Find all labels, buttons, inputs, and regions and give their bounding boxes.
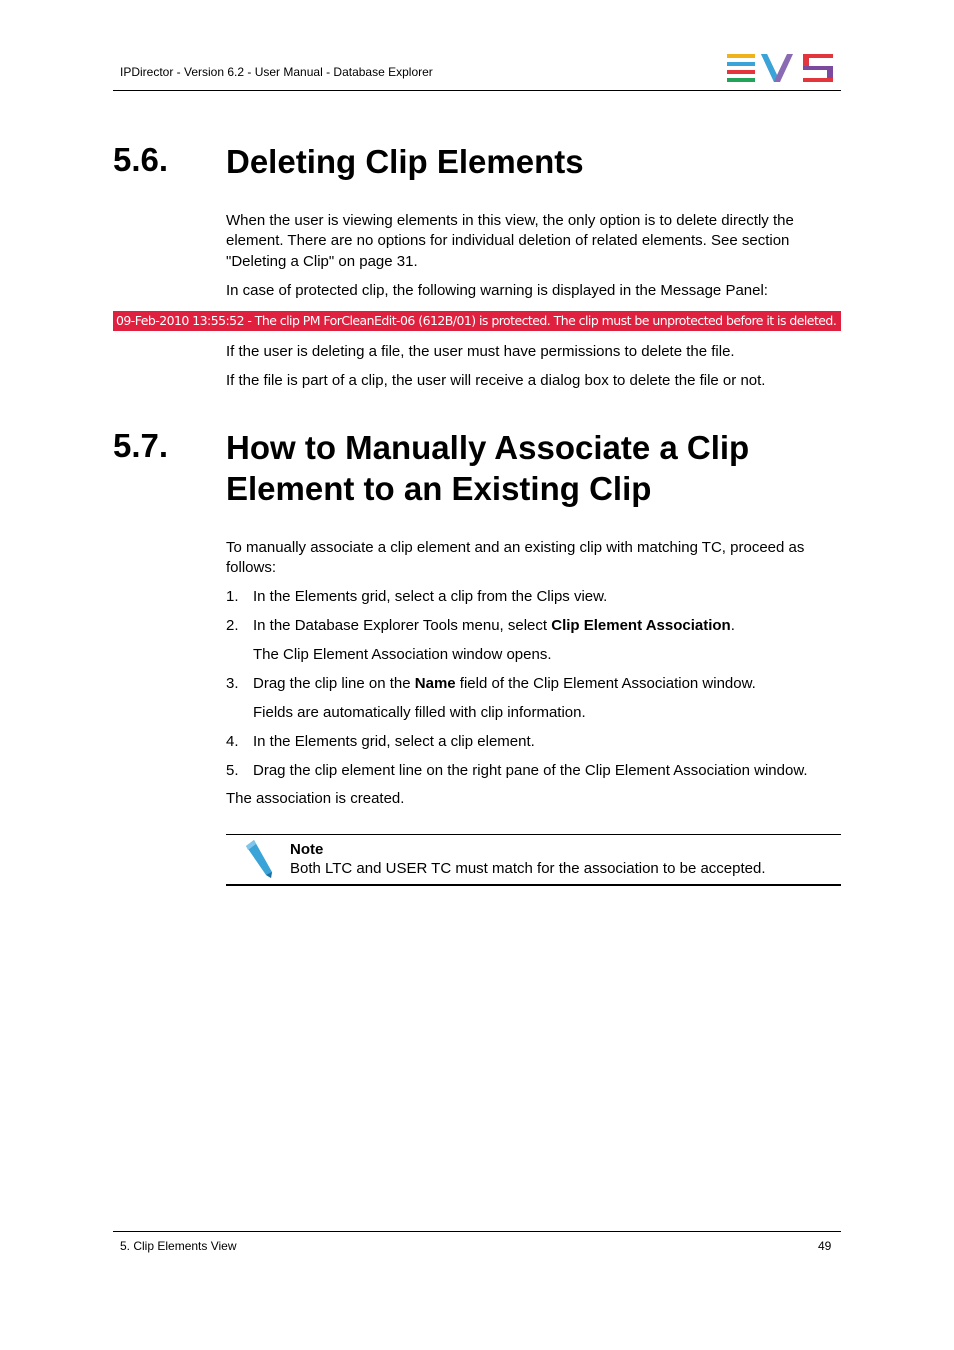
message-panel-warning: 09-Feb-2010 13:55:52 - The clip PM ForCleanEdit-06 (612B/01) is protected. The clip must be unprotected before it is deleted. <box>113 311 841 331</box>
section-title-line: Element to an Existing Clip <box>226 470 652 507</box>
paragraph: In case of protected clip, the following warning is displayed in the Message Panel: <box>226 282 768 299</box>
note-title: Note <box>290 841 324 858</box>
footer-chapter: 5. Clip Elements View <box>120 1239 237 1253</box>
paragraph-line: To manually associate a clip element and an existing clip with matching TC, proceed as <box>226 539 805 556</box>
step-text-part: In the Database Explorer Tools menu, select <box>253 617 552 634</box>
step-text <box>253 616 735 636</box>
note-text: Both LTC and USER TC must match for the association to be accepted. <box>290 860 766 877</box>
step-result: The Clip Element Association window opens. <box>253 646 552 663</box>
document-header-title: IPDirector - Version 6.2 - User Manual - Database Explorer <box>120 65 433 79</box>
step-result: Fields are automatically filled with clip information. <box>253 704 586 721</box>
step-text: Drag the clip element line on the right pane of the Clip Element Association window. <box>253 762 808 779</box>
section-title-line: How to Manually Associate a Clip <box>226 429 750 466</box>
paragraph: If the file is part of a clip, the user will receive a dialog box to delete the file or not. <box>226 372 766 389</box>
footer-divider <box>113 1231 841 1232</box>
step-text-part: Drag the clip line on the <box>253 675 415 692</box>
step-text: In the Elements grid, select a clip element. <box>253 733 535 750</box>
paragraph: If the user is deleting a file, the user must have permissions to delete the file. <box>226 343 735 360</box>
paragraph-line: "Deleting a Clip" on page 31. <box>226 253 418 270</box>
page-number: 49 <box>818 1239 832 1253</box>
step-text-part: . <box>730 617 735 634</box>
section-title: Deleting Clip Elements <box>226 143 584 180</box>
step-text-part: field of the Clip Element Association window. <box>455 675 756 692</box>
evs-logo <box>725 54 835 82</box>
paragraph-line: When the user is viewing elements in this view, the only option is to delete directly the <box>226 212 794 229</box>
section-number: 5.6. <box>113 141 169 178</box>
step-text: In the Elements grid, select a clip from the Clips view. <box>253 588 608 605</box>
paragraph-line: element. There are no options for individual deletion of related elements. See section <box>226 232 790 249</box>
outcome-text: The association is created. <box>226 790 405 807</box>
step-text <box>253 674 756 694</box>
paragraph-line: follows: <box>226 559 277 576</box>
step-number: 1. <box>226 588 239 605</box>
ui-term-bold: Name <box>414 675 456 692</box>
step-number: 2. <box>226 617 239 634</box>
section-number: 5.7. <box>113 427 169 464</box>
ui-term-bold: Clip Element Association <box>551 617 731 634</box>
header-divider <box>113 90 841 91</box>
note-top-rule <box>226 834 841 835</box>
step-number: 3. <box>226 675 239 692</box>
note-bottom-rule <box>226 884 841 886</box>
pencil-note-icon <box>240 838 276 880</box>
step-number: 4. <box>226 733 239 750</box>
step-number: 5. <box>226 762 239 779</box>
